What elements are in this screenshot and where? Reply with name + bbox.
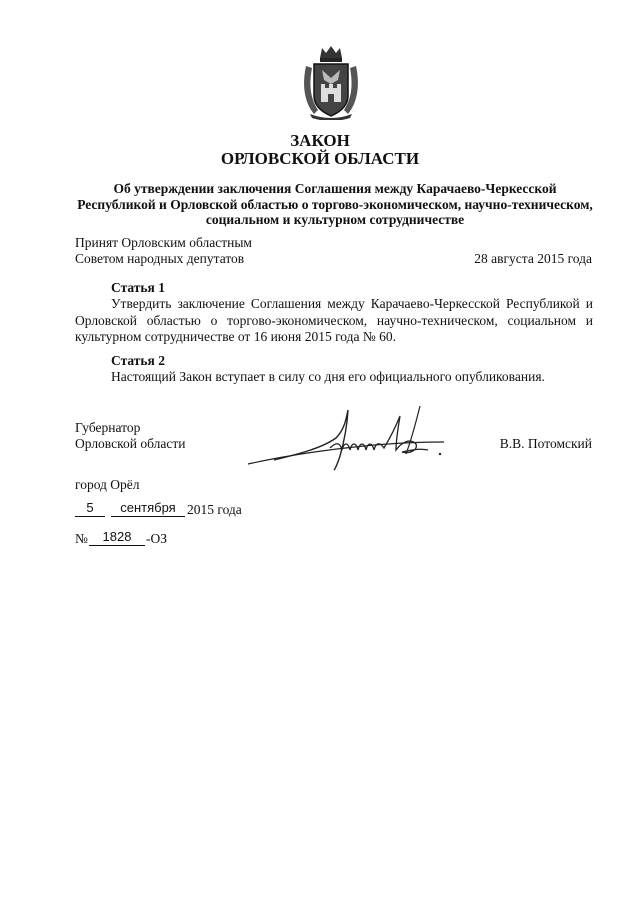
law-number [75,529,275,549]
article-1-heading: Статья 1 [111,280,165,295]
signing-year: 2015 года [187,502,242,517]
signing-day: 5 [75,500,105,517]
signatory-title-line1: Губернатор [75,420,141,435]
coat-of-arms-icon [300,44,362,120]
article-1-text: Утвердить заключение Соглашения между Карачаево-Черкесской Республикой и Орловской областью о торгово-экономическом, научно-техническом, социальном и культурном сотрудничестве от 16 июня 2015 года № 60. [75,296,593,344]
signing-month: сентября [111,500,185,517]
adoption-date: 28 августа 2015 года [474,251,592,266]
number-sign: № [75,531,88,546]
signing-date [75,500,375,520]
law-title: ЗАКОН [290,131,350,150]
law-subject: Об утверждении заключения Соглашения между Карачаево-Черкесской Республикой и Орловской областью о торгово-экономическом, научно-техническом, социальном и культурном сотрудничестве [77,181,593,227]
signature-icon [244,398,454,478]
signatory-name: В.В. Потомский [499,436,592,451]
signatory-title-line2: Орловской области [75,436,186,451]
article-2-text: Настоящий Закон вступает в силу со дня его официального опубликования. [111,369,545,384]
adopted-by-line2: Советом народных депутатов [75,251,245,266]
region-title: ОРЛОВСКОЙ ОБЛАСТИ [220,149,420,168]
adopted-by-line1: Принят Орловским областным [75,235,252,250]
law-number-value: 1828 [89,529,145,546]
law-number-suffix: -ОЗ [146,531,168,546]
city: город Орёл [75,477,140,492]
article-2-heading: Статья 2 [111,353,165,368]
